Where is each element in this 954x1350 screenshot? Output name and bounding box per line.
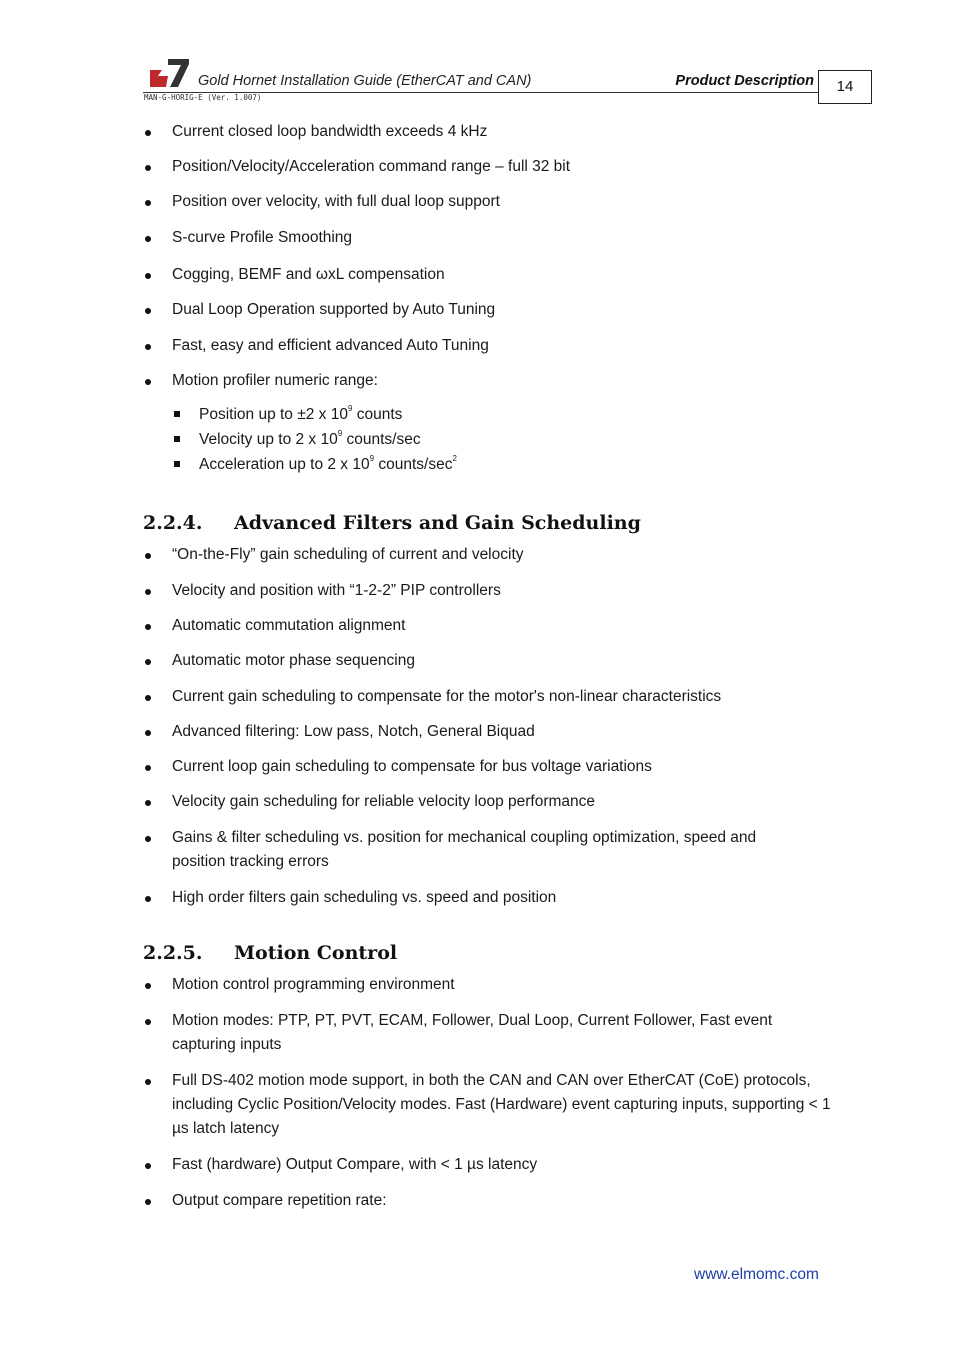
list-item: High order filters gain scheduling vs. speed and position [172,889,557,906]
list-item: Motion control programming environment [172,976,455,993]
bullet-icon [143,130,153,140]
bullet-icon [143,200,153,210]
list-item: Motion profiler numeric range: [172,372,378,389]
list-item: Velocity gain scheduling for reliable velocity loop performance [172,793,596,810]
bullet-icon [143,659,153,669]
list-item: Position/Velocity/Acceleration command range – full 32 bit [172,158,571,175]
section-heading: Advanced Filters and Gain Scheduling [234,512,641,534]
square-bullet-icon [174,411,180,417]
list-item: “On-the-Fly” gain scheduling of current and velocity [172,546,524,563]
list-item: Automatic motor phase sequencing [172,652,415,669]
bullet-icon [143,730,153,740]
list-item: Velocity and position with “1-2-2” PIP controllers [172,582,501,599]
list-item: Dual Loop Operation supported by Auto Tuning [172,301,496,318]
elmo-logo-icon [148,58,190,88]
bullet-icon [143,1163,153,1173]
list-item: Fast (hardware) Output Compare, with < 1 µs latency [172,1156,538,1173]
section-number: 2.2.4. [143,512,203,534]
sublist-item: Velocity up to 2 x $10^9$ counts/sec [199,429,421,448]
list-item: Cogging, BEMF and ωxL compensation [172,266,445,283]
bullet-icon [143,308,153,318]
list-item: Output compare repetition rate: [172,1192,387,1209]
bullet-icon [143,553,153,563]
list-item: Fast, easy and efficient advanced Auto Tuning [172,337,489,354]
bullet-icon [143,236,153,246]
section-number: 2.2.5. [143,942,203,964]
bullet-icon [143,344,153,354]
bullet-icon [143,165,153,175]
section-name: Product Description [675,73,814,89]
list-item: Full DS-402 motion mode support, in both the CAN and CAN over EtherCAT (CoE) protocols, including Cyclic Position/Velocity modes. Fast (Hardware) event capturing inputs, supporting < 1 µs latch latency [172,1072,831,1137]
bullet-icon [143,695,153,705]
list-item: Gains & filter scheduling vs. position for mechanical coupling optimization, speed and position tracking errors [172,829,757,870]
list-item: S-curve Profile Smoothing [172,229,353,246]
bullet-icon [143,1199,153,1209]
bullet-icon [143,624,153,634]
list-item: Advanced filtering: Low pass, Notch, General Biquad [172,723,535,740]
document-title: Gold Hornet Installation Guide (EtherCAT and CAN) [198,73,532,89]
website-link[interactable]: www.elmomc.com [694,1266,819,1283]
sublist-item: Position up to ±2 x $10^9$ counts [199,404,403,423]
bullet-icon [143,1079,153,1089]
list-item: Current gain scheduling to compensate for the motor's non-linear characteristics [172,688,722,705]
list-item: Current loop gain scheduling to compensate for bus voltage variations [172,758,652,775]
bullet-icon [143,273,153,283]
bullet-icon [143,589,153,599]
bullet-icon [143,896,153,906]
bullet-icon [143,836,153,846]
bullet-icon [143,1019,153,1029]
document-version: MAN-G-HORIG-E (Ver. 1.007) [144,93,262,102]
bullet-icon [143,800,153,810]
bullet-icon [143,983,153,993]
page-number: 14 [818,70,872,104]
list-item: Motion modes: PTP, PT, PVT, ECAM, Follower, Dual Loop, Current Follower, Fast event capturing inputs [172,1012,773,1053]
list-item: Position over velocity, with full dual loop support [172,193,500,210]
list-item: Current closed loop bandwidth exceeds 4 kHz [172,123,488,140]
list-item: Automatic commutation alignment [172,617,406,634]
bullet-icon [143,379,153,389]
square-bullet-icon [174,436,180,442]
sublist-item: Acceleration up to 2 x $10^9$ counts/$\sec^2$ [199,454,457,473]
square-bullet-icon [174,461,180,467]
section-heading: Motion Control [234,942,398,964]
bullet-icon [143,765,153,775]
